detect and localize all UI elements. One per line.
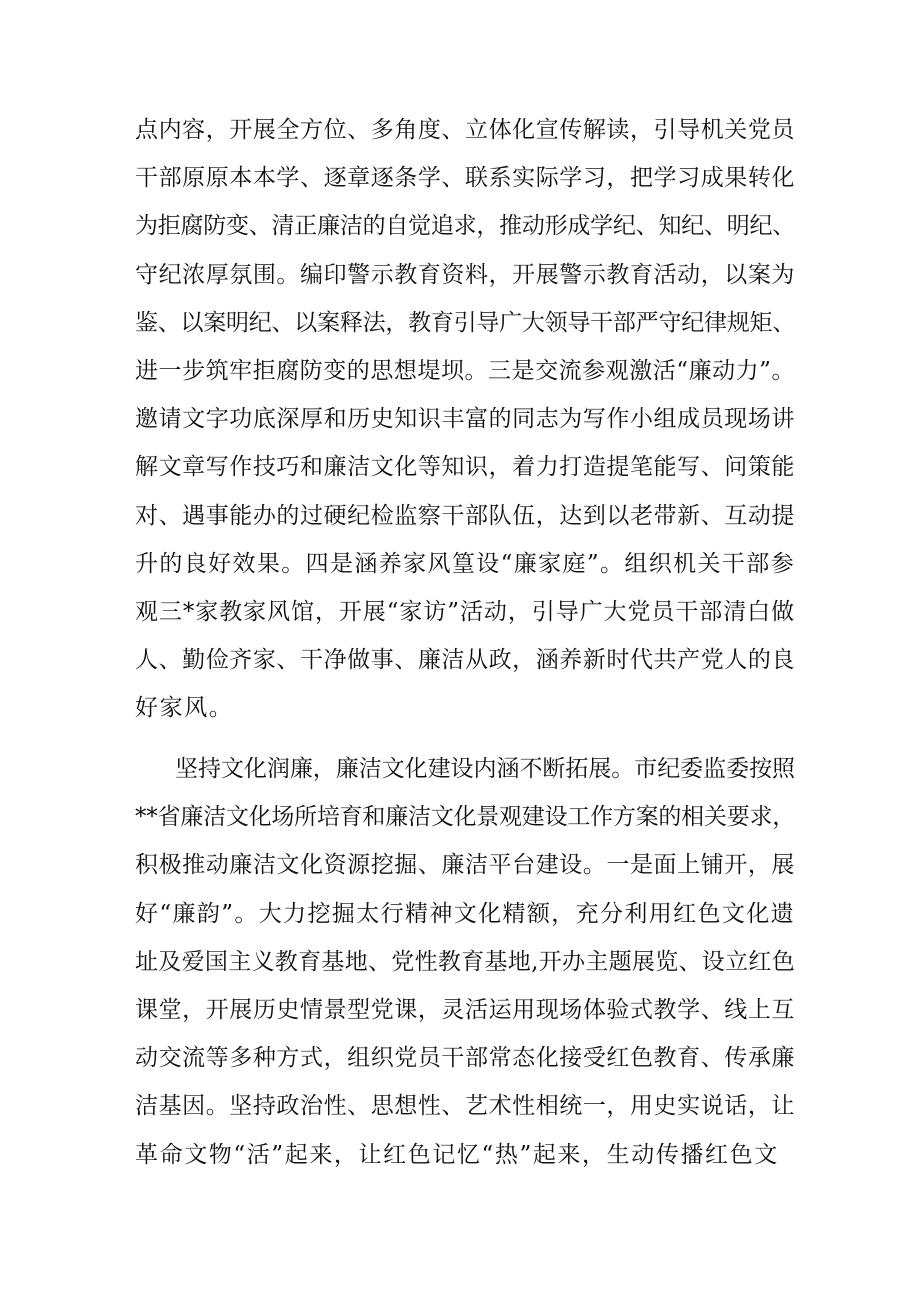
text-line: 坚持文化润廉，廉洁文化建设内涵不断拓展。市纪委监委按照 (175, 756, 795, 782)
text-line: 升的良好效果。四是涵养家风篁设“廉家庭”。组织机关干部参 (135, 550, 795, 577)
text-line: 解文章写作技巧和廉洁文化等知识，着力打造提笔能写、问策能 (135, 454, 795, 481)
text-line: 进一步筑牢拒腐防变的思想堤坝。三是交流参观激活“廉动力”。 (135, 357, 795, 384)
text-line: 对、遇事能办的过硬纪检监察干部队伍，达到以老带新、互动提 (135, 502, 795, 529)
text-line: 址及爱国主义教育基地、党性教育基地,开办主题展览、设立红色 (135, 948, 795, 975)
paragraph-1 (135, 106, 795, 732)
text-line: **省廉洁文化场所培育和廉洁文化景观建设工作方案的相关要求， (135, 804, 796, 831)
text-line: 干部原原本本学、逐章逐条学、联系实际学习，把学习成果转化 (135, 165, 795, 192)
text-line: 洁基因。坚持政治性、思想性、艺术性相统一，用史实说话，让 (135, 1093, 795, 1120)
text-line: 观三*家教家风馆，开展“家访”活动，引导广大党员干部清白做 (135, 598, 795, 625)
text-line: 为拒腐防变、清正廉洁的自觉追求，推动形成学纪、知纪、明纪、 (135, 213, 795, 240)
text-line: 守纪浓厚氛围。编印警示教育资料，开展警示教育活动，以案为 (135, 261, 795, 288)
text-line: 革命文物“活”起来，让红色记忆“热”起来，生动传播红色文 (135, 1141, 779, 1168)
text-line: 点内容，开展全方位、多角度、立体化宣传解读，引导机关党员 (135, 117, 795, 143)
text-line: 人、勤俭齐家、干净做事、廉洁从政，涵养新时代共产党人的良 (135, 647, 795, 674)
text-line: 积极推动廉洁文化资源挖掘、廉洁平台建设。一是面上铺开，展 (135, 852, 795, 879)
text-line: 课堂，开展历史情景型党课，灵活运用现场体验式教学、线上互 (135, 996, 795, 1023)
paragraph-2 (135, 745, 795, 1179)
text-line: 动交流等多种方式，组织党员干部常态化接受红色教育、传承廉 (135, 1045, 795, 1072)
text-line: 好“廉韵”。大力挖掘太行精神文化精额，充分利用红色文化遗 (135, 900, 795, 927)
text-line: 邀请文字功底深厚和历史知识丰富的同志为写作小组成员现场讲 (135, 406, 795, 433)
text-line: 好家风。 (135, 695, 234, 722)
text-line: 鉴、以案明纪、以案释法，教育引导广大领导干部严守纪律规矩、 (135, 309, 795, 336)
